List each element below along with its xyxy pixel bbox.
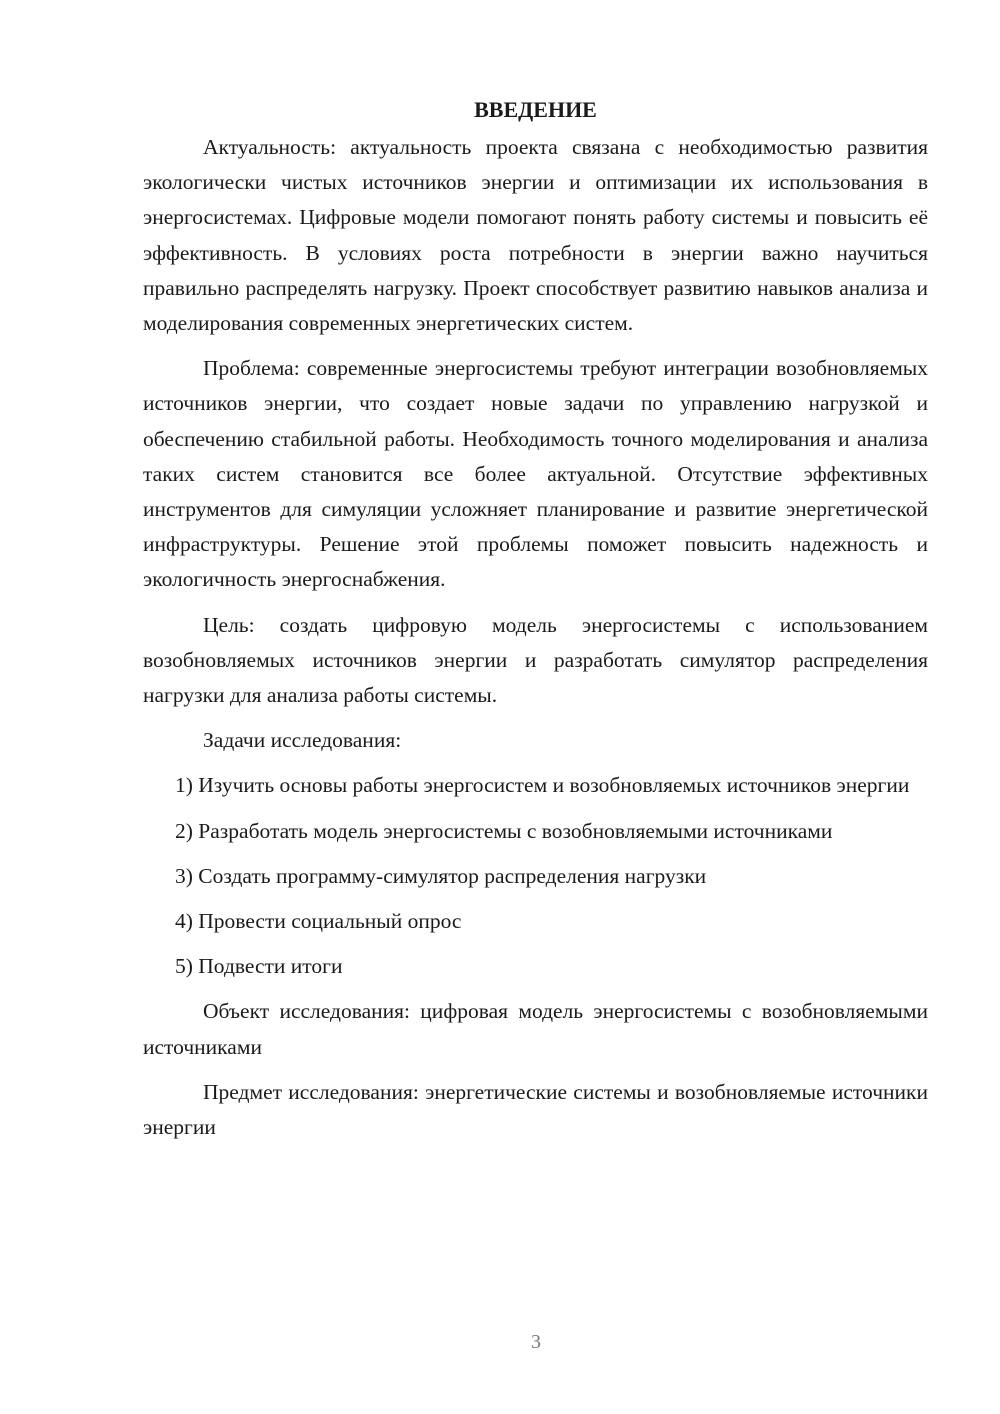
subject-paragraph: Предмет исследования: энергетические системы и возобновляемые источники энергии <box>143 1079 928 1140</box>
task-item-1: 1) Изучить основы работы энергосистем и возобновляемых источников энергии <box>175 773 910 798</box>
goal-paragraph: Цель: создать цифровую модель энергосистемы с использованием возобновляемых источников энергии и разработать симулятор распределения нагрузки для анализа работы системы. <box>143 612 928 708</box>
task-item-2: 2) Разработать модель энергосистемы с возобновляемыми источниками <box>175 818 833 843</box>
task-item-3: 3) Создать программу-симулятор распределения нагрузки <box>175 863 707 888</box>
relevance-paragraph: Актуальность: актуальность проекта связана с необходимостью развития экологически чистых источников энергии и оптимизации их использования в энергосистемах. Цифровые модели помогают понять работу системы и повысить её эффективность. В условиях роста потребности в энергии важно научиться правильно распределять нагрузку. Проект способствует развитию навыков анализа и моделирования современных энергетических систем. <box>143 135 928 336</box>
problem-paragraph: Проблема: современные энергосистемы требуют интеграции возобновляемых источников энергии, что создает новые задачи по управлению нагрузкой и обеспечению стабильной работы. Необходимость точного моделирования и анализа таких систем становится все более актуальной. Отсутствие эффективных инструментов для симуляции усложняет планирование и развитие энергетической инфраструктуры. Решение этой проблемы поможет повысить надежность и экологичность энергоснабжения. <box>143 356 928 592</box>
object-paragraph: Объект исследования: цифровая модель энергосистемы с возобновляемыми источниками <box>143 999 928 1059</box>
page-title: ВВЕДЕНИЕ <box>474 97 597 122</box>
task-item-5: 5) Подвести итоги <box>175 954 343 979</box>
task-item-4: 4) Провести социальный опрос <box>175 909 462 934</box>
tasks-heading: Задачи исследования: <box>203 728 402 753</box>
document-page <box>143 92 928 1155</box>
page-number: 3 <box>531 1331 541 1353</box>
